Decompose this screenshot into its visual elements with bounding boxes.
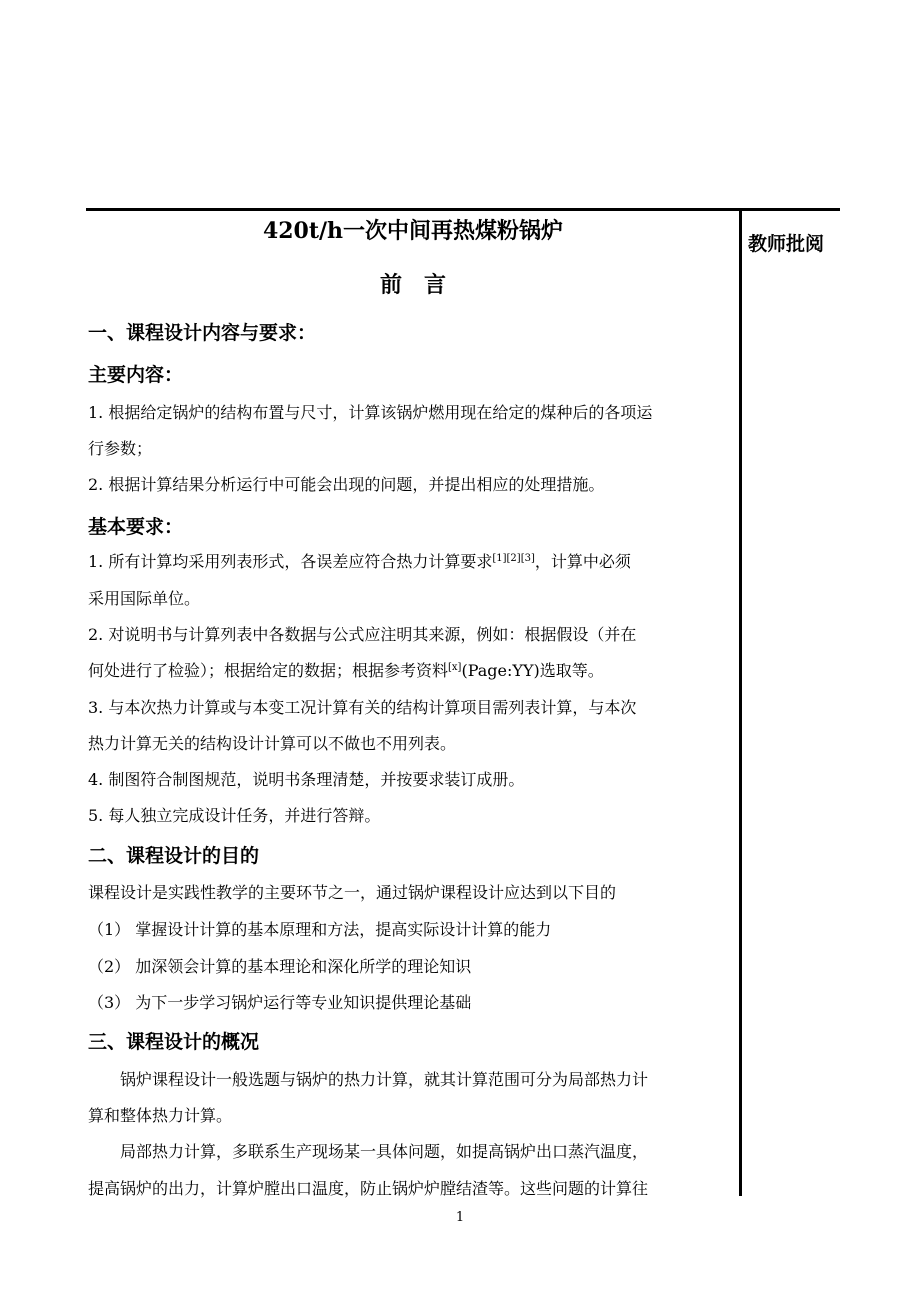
main-content-item-2: 2. 根据计算结果分析运行中可能会出现的问题，并提出相应的处理措施。	[88, 475, 605, 494]
citation-refs: [1][2][3]	[492, 553, 535, 564]
header-rule	[86, 208, 840, 211]
document-title: 420t/h一次中间再热煤粉锅炉	[262, 218, 564, 244]
page-number: 1	[455, 1210, 465, 1225]
requirement-5: 5. 每人独立完成设计任务，并进行答辩。	[88, 806, 381, 825]
main-content-item-1-line-1: 1. 根据给定锅炉的结构布置与尺寸，计算该锅炉燃用现在给定的煤种后的各项运	[88, 403, 653, 422]
section-3-heading: 三、课程设计的概况	[88, 1031, 260, 1053]
main-content-item-1-line-2: 行参数；	[88, 439, 153, 458]
requirement-2-line-2: 何处进行了检验）；根据给定的数据；根据参考资料[x](Page:YY)选取等。	[88, 661, 604, 680]
overview-para-1-line-2: 算和整体热力计算。	[88, 1106, 233, 1125]
section-1-heading: 一、课程设计内容与要求：	[88, 322, 317, 344]
requirement-4: 4. 制图符合制图规范，说明书条理清楚，并按要求装订成册。	[88, 770, 525, 789]
purpose-item-3: （3） 为下一步学习锅炉运行等专业知识提供理论基础	[88, 993, 472, 1012]
requirement-1-line-2: 采用国际单位。	[88, 589, 201, 608]
margin-rule	[739, 208, 742, 1196]
teacher-review-label: 教师批阅	[748, 233, 825, 255]
requirement-2-line-1: 2. 对说明书与计算列表中各数据与公式应注明其来源，例如：根据假设（并在	[88, 625, 637, 644]
requirement-3-line-2: 热力计算无关的结构设计计算可以不做也不用列表。	[88, 734, 457, 753]
requirement-3-line-1: 3. 与本次热力计算或与本变工况计算有关的结构计算项目需列表计算，与本次	[88, 698, 637, 717]
purpose-intro: 课程设计是实践性教学的主要环节之一，通过锅炉课程设计应达到以下目的	[88, 883, 617, 902]
section-2-heading: 二、课程设计的目的	[88, 845, 260, 867]
purpose-item-2: （2） 加深领会计算的基本理论和深化所学的理论知识	[88, 957, 472, 976]
preface-title: 前 言	[379, 272, 446, 298]
overview-para-2-line-2: 提高锅炉的出力，计算炉膛出口温度，防止锅炉炉膛结渣等。这些问题的计算往	[88, 1179, 649, 1198]
overview-para-1-line-1: 锅炉课程设计一般选题与锅炉的热力计算，就其计算范围可分为局部热力计	[88, 1070, 649, 1089]
main-content-heading: 主要内容：	[88, 364, 184, 386]
citation-ref-x: [x]	[448, 662, 462, 673]
basic-requirements-heading: 基本要求：	[88, 516, 184, 538]
requirement-1-line-1: 1. 所有计算均采用列表形式，各误差应符合热力计算要求[1][2][3]，计算中必须	[88, 552, 631, 571]
purpose-item-1: （1） 掌握设计计算的基本原理和方法，提高实际设计计算的能力	[88, 920, 552, 939]
overview-para-2-line-1: 局部热力计算，多联系生产现场某一具体问题，如提高锅炉出口蒸汽温度，	[88, 1142, 649, 1161]
